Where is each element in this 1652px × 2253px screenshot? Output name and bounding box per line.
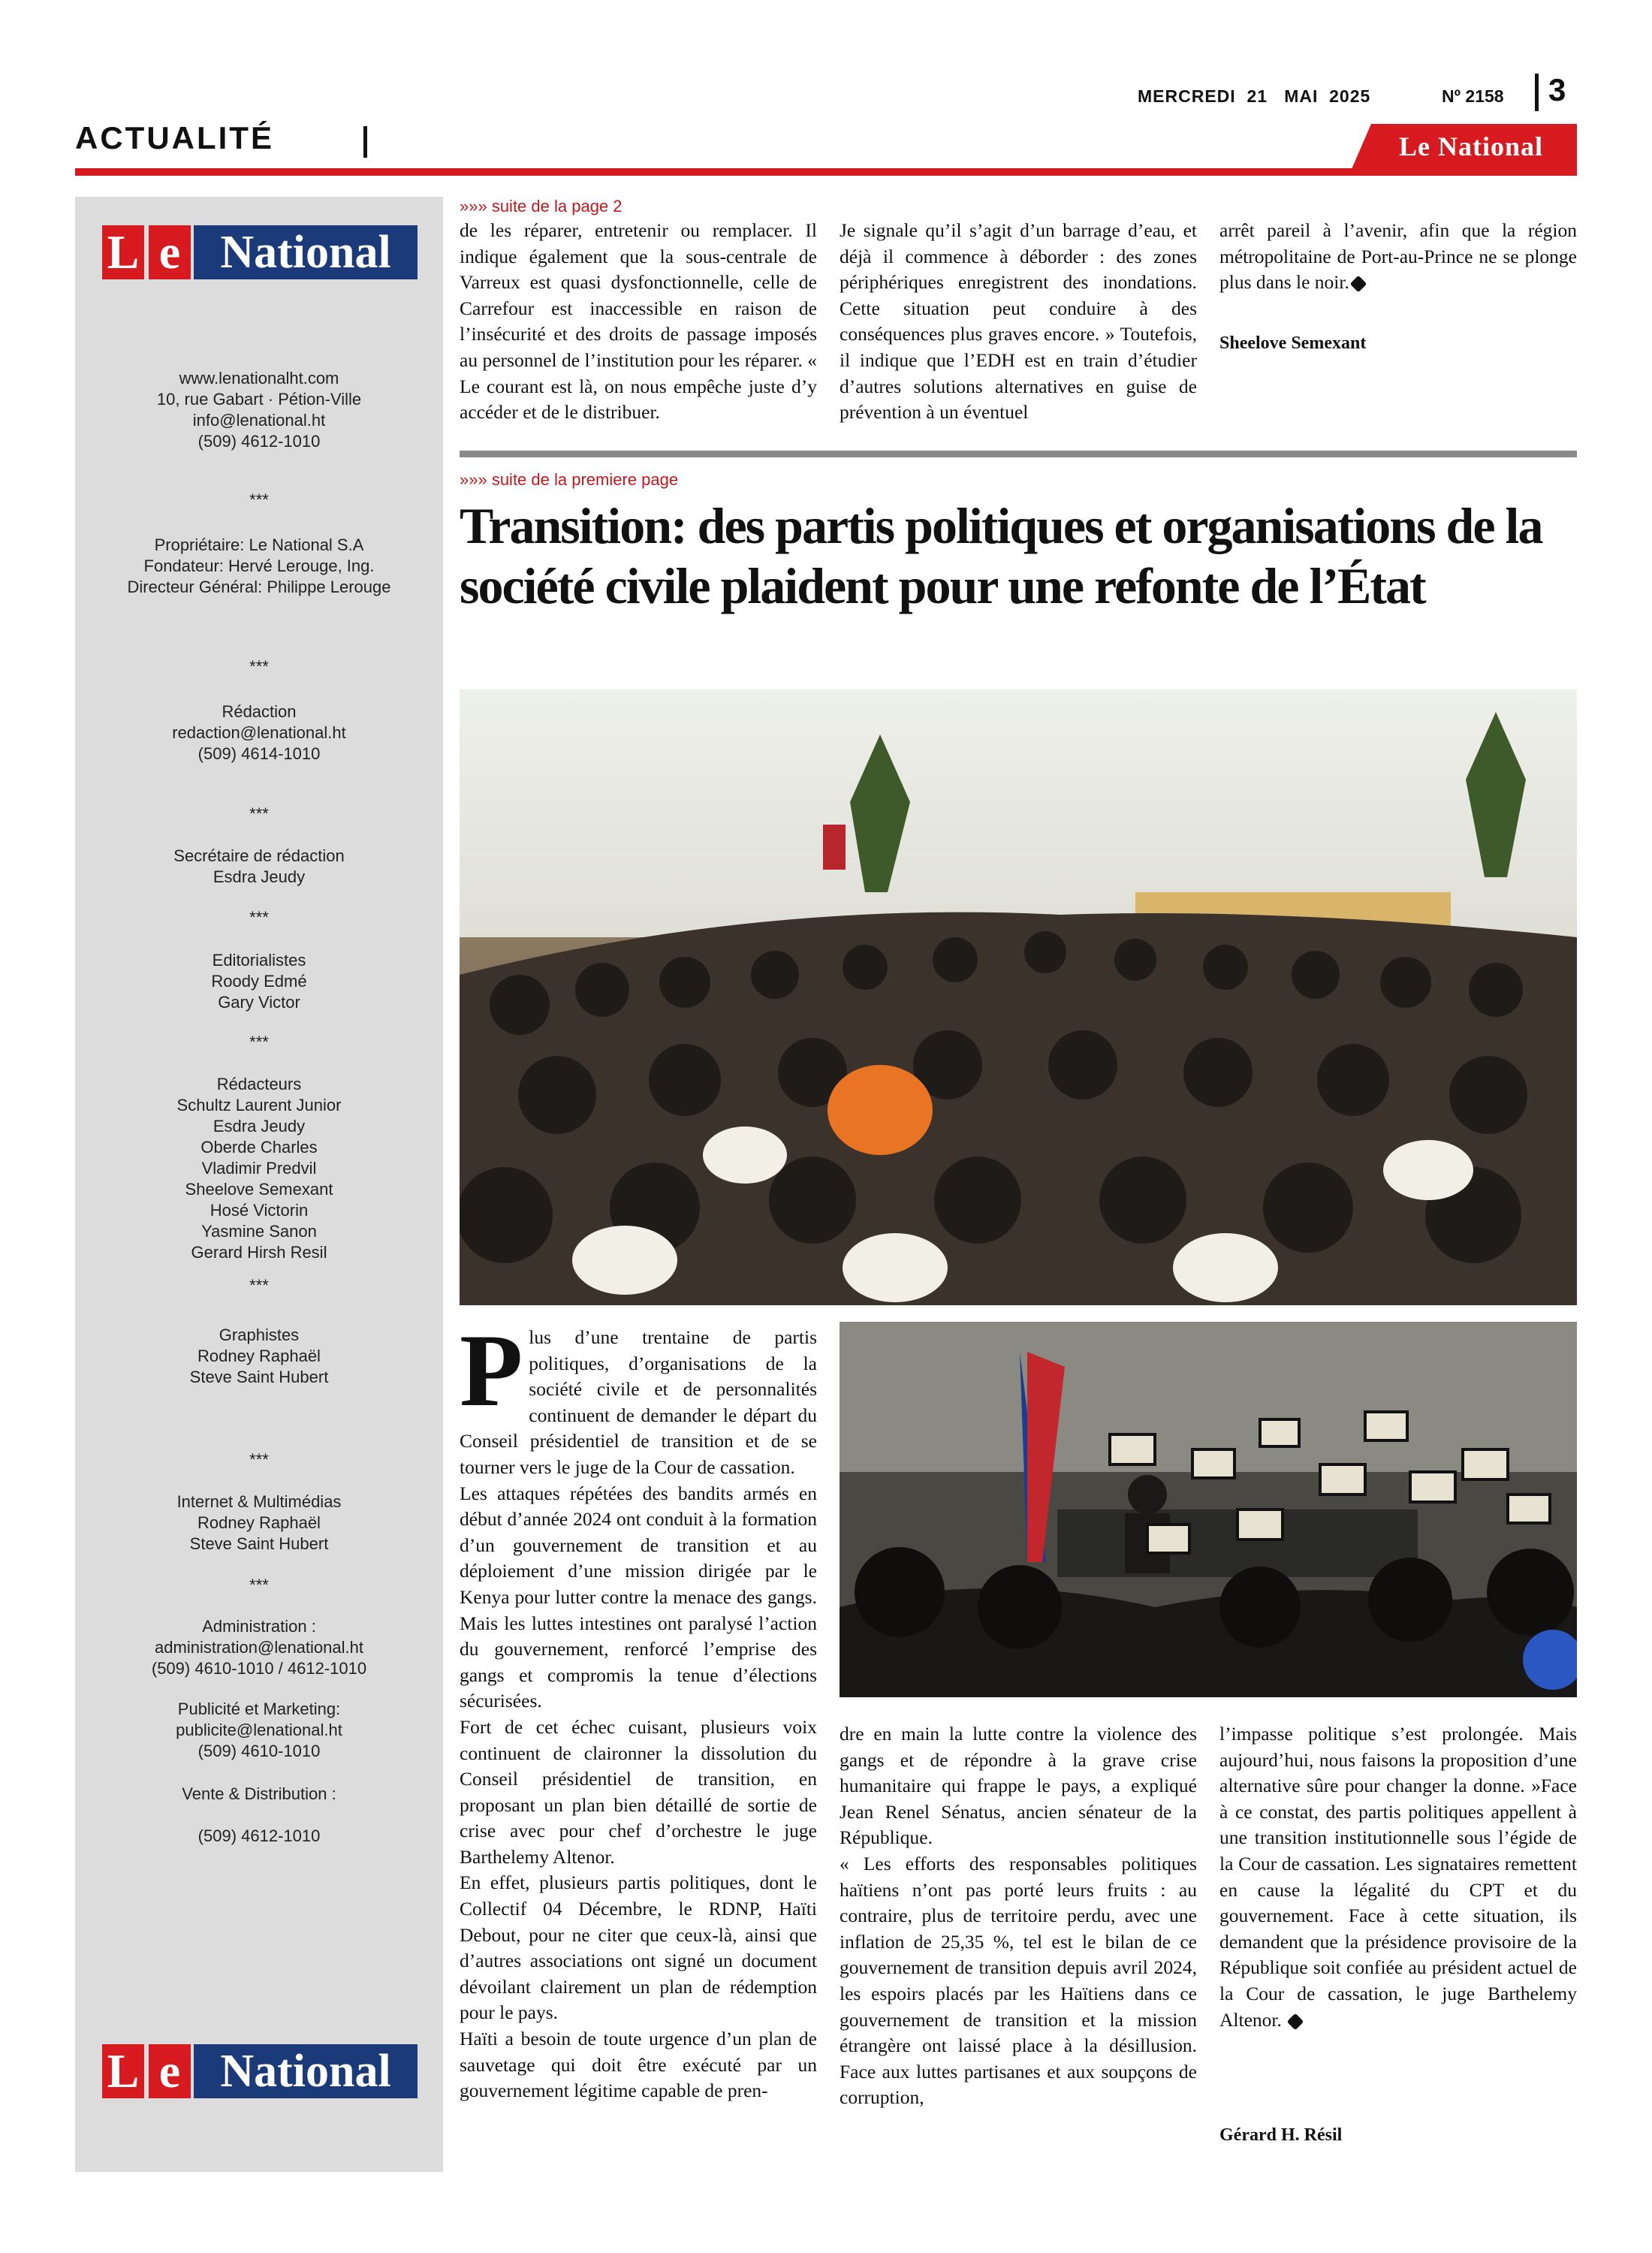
secretary-block: Secrétaire de rédaction Esdra Jeudy [173,846,345,886]
body-paragraph: Fort de cet échec cuisant, plusieurs voix continuent de claironner la dissolution du Conseil présidentiel de transition, en proposant un plan bien détaillé de sortie de crise avec pour chef d’orchestre le juge Barthelemy Altenor. [460,1715,817,1868]
logo-letter: e [149,225,191,279]
page-divider [1535,74,1539,111]
logo-word: National [194,2044,418,2098]
end-mark-icon [1350,276,1367,293]
top-article-column-2: Je signale qu’il s’agit d’un barrage d’eau, et déjà il commence à déborder : des zones périphériques enregistrent des inondations. Cette situation peut conduire à des conséquences plus graves encore. » Toutefois, il indique que l’EDH est en train d’étudier d’autres solutions alternatives en guise de prévention à un éventuel [840,219,1197,424]
issue-date: MERCREDI 21 MAI 2025 [1138,86,1371,106]
header-rule [75,168,1577,176]
drop-cap: P [460,1313,523,1428]
lead-paragraph [460,1313,817,1481]
distribution-label: Vente & Distribution : [182,1784,336,1803]
body-paragraph: « Les efforts des responsables politiques haïtiens n’ont pas porté leurs fruits : au contraire, plus de territoire perdu, avec une inflation de 25,35 %, tel est le bilan de ce gouvernement de transition depuis avril 2024, les espoirs placés par les Haïtiens dans ce gouvernement de transition et la mission étrangère ont laissé place à la désillusion. Face aux luttes partisanes et aux soupçons de corruption, [840,1852,1197,2109]
top-article-column-3-text: arrêt pareil à l’avenir, afin que la région métropolitaine de Port-au-Prince ne se plonge plus dans le noir. [1219,219,1577,294]
main-article-column-3 [1219,1721,1577,2033]
continued-kicker: »»» suite de la page 2 [460,197,623,216]
top-article-signature: Sheelove Semexant [1219,333,1367,353]
headline: Transition: des partis politiques et organisations de la société civile plaident pour une refonte de l’État [460,497,1542,614]
photo-press-illustration [840,1322,1577,1697]
logo-letter: L [102,225,144,279]
internet-block: Internet & Multimédias Rodney Raphaël Steve Saint Hubert [176,1492,342,1553]
separator: *** [249,657,269,676]
editorialists-block: Editorialistes Roody Edmé Gary Victor [211,951,307,1012]
writers-block: Rédacteurs Schultz Laurent Junior Esdra Jeudy Oberde Charles Vladimir Predvil Sheelove Semexant Hosé Victorin Yasmine Sanon Gerard Hirsh Resil [176,1075,342,1262]
logo-word: National [194,225,418,279]
advertising-block: Publicité et Marketing: publicite@lenational.ht (509) 4610-1010 [176,1700,342,1760]
brand-tab-label: Le National [1398,131,1543,161]
separator: *** [249,1576,269,1594]
lead-text: lus d’une trentaine de partis politiques, d’organisations de la société civile et de personnalités continuent de demander le départ du Conseil présidentiel de transition et de se tourner vers le juge de la Cour de cassation. [460,1326,817,1478]
graphic-designers-block: Graphistes Rodney Raphaël Steve Saint Hubert [189,1326,329,1386]
end-mark-icon [1287,2013,1304,2030]
top-article-column-3 [1219,218,1577,296]
issue-number: Nº 2158 [1442,86,1504,106]
closing-text: l’impasse politique s’est prolongée. Mais aujourd’hui, nous faisons la proposition d’une alternative sûre pour changer la donne. »Face à ce constat, des partis politiques appellent à une transition institutionnelle sous l’égide de la Cour de cassation. Les signataires remettent en cause la légalité du CPT et du gouvernement. Face à cette situation, ils demandent que la présidence provisoire de la République soit confiée au président actuel de la Cour de cassation, le juge Barthelemy Altenor. [1219,1723,1577,2031]
separator: *** [249,1276,269,1295]
separator: *** [249,1033,269,1051]
separator: *** [249,1450,269,1469]
photo-crowd-illustration [460,689,1577,1305]
separator: *** [249,908,269,927]
body-paragraph: dre en main la lutte contre la violence des gangs et de répondre à la grave crise humanitaire qui frappe le pays, a expliqué Jean Renel Sénatus, ancien sénateur de la République. [840,1723,1197,1849]
photo-press-conference [840,1322,1577,1697]
section-divider [363,126,367,158]
body-paragraph [1219,1721,1577,2033]
body-paragraph: Haïti a besoin de toute urgence d’un plan de sauvetage qui doit être exécuté par un gouvernement légitime capable de pren- [460,2028,817,2102]
body-paragraph: Les attaques répétées des bandits armés en début d’année 2024 ont conduit à la formation d’un gouvernement de transition et au déploiement d’une mission dirigée par le Kenya pour lutter contre la menace des gangs. Mais les luttes intestines ont paralysé l’action du gouvernement, renforcé l’emprise des gangs et compromis la tenue d’élections sécurisées. [460,1482,817,1712]
masthead-sidebar [75,197,443,2172]
article-divider [460,451,1577,457]
newspaper-logo-bottom [102,2044,418,2098]
main-article-column-2 [840,1721,1197,2111]
main-article-column-1 [460,1313,817,2104]
section-label: ACTUALITÉ [75,120,274,155]
body-paragraph: En effet, plusieurs partis politiques, dont le Collectif 04 Décembre, le RDNP, Haïti Debout, pour ne citer que ceux-là, ainsi que d’autres associations ont signé un document dévoilant clairement un plan de rédemption pour le pays. [460,1871,817,2024]
main-article-signature: Gérard H. Résil [1219,2125,1343,2145]
separator: *** [249,804,269,823]
administration-block: Administration : administration@lenational.ht (509) 4610-1010 / 4612-1010 [151,1617,367,1678]
main-kicker: »»» suite de la premiere page [460,470,679,489]
contact-block: www.lenationalht.com 10, rue Gabart · Pétion-Ville info@lenational.ht (509) 4612-1010 [156,369,362,451]
redaction-block: Rédaction redaction@lenational.ht (509) 4614-1010 [172,702,346,763]
logo-letter: L [102,2044,144,2098]
photo-conference-crowd [460,689,1577,1305]
distribution-phone: (509) 4612-1010 [197,1826,321,1845]
ownership-block: Propriétaire: Le National S.A Fondateur: Hervé Lerouge, Ing. Directeur Général: Philippe Lerouge [127,535,391,596]
logo-letter: e [149,2044,191,2098]
separator: *** [249,490,269,509]
newspaper-logo-top [102,225,418,279]
page-number: 3 [1548,72,1566,107]
top-article-column-1: de les réparer, entretenir ou remplacer. Il indique également que la sous-centrale de Varreux est quasi dysfonctionnelle, celle de Carrefour est inaccessible en raison de l’insécurité et des droits de passage imposés au personnel de l’institution pour les réparer. « Le courant est là, on nous empêche juste d’y accéder et de le distribuer. [460,219,817,424]
